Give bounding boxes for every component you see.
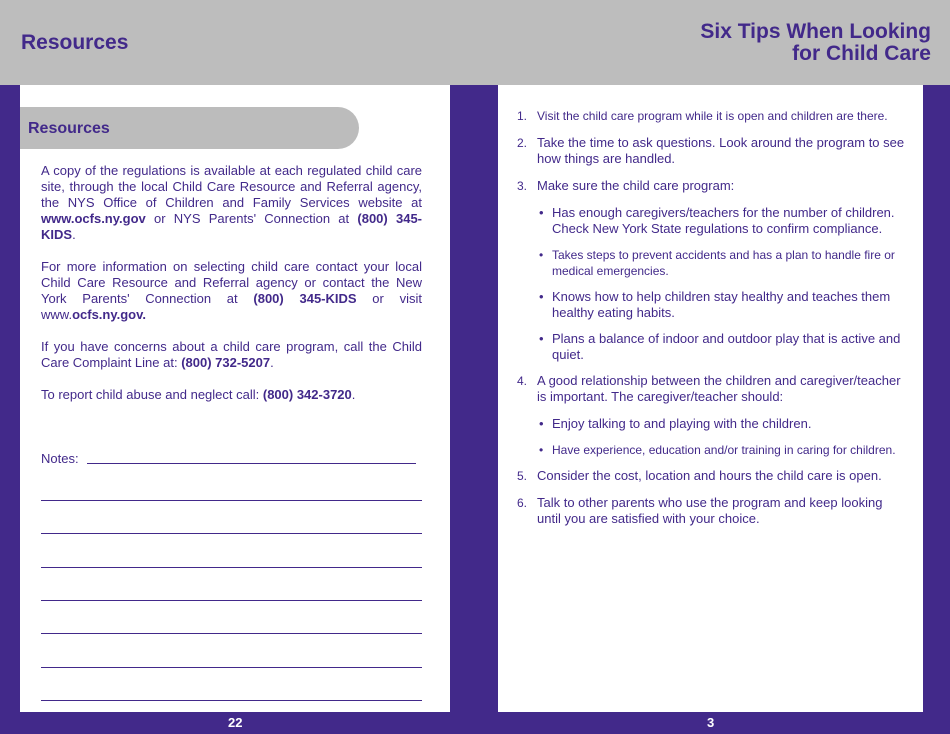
sub-item: • Takes steps to prevent accidents and has a plan to handle fire or medical emergencies. [539, 248, 895, 278]
section-heading-bar [20, 107, 359, 149]
tip-item: 4. A good relationship between the children and caregiver/teacher is important. The caregiver/teacher should: [517, 373, 901, 404]
notes-line [41, 500, 422, 501]
tips-list [517, 108, 907, 538]
page-number-right: 3 [707, 715, 715, 730]
tip-item: 1. Visit the child care program while it is open and children are there. [517, 109, 888, 123]
tip-item: 5. Consider the cost, location and hours the child care is open. [517, 468, 882, 483]
right-title-line: for Child Care [792, 42, 931, 65]
resources-text [41, 163, 422, 419]
sub-item: • Knows how to help children stay healthy and teaches them healthy eating habits. [539, 289, 891, 320]
notes-line [41, 600, 422, 601]
notes-line [41, 567, 422, 568]
sub-item: • Has enough caregivers/teachers for the number of children. Check New York State regulations to confirm compliance. [539, 205, 895, 236]
right-page-title [700, 21, 931, 65]
paragraph: To report child abuse and neglect call: (800) 342-3720. [41, 387, 356, 402]
sub-item: • Enjoy talking to and playing with the children. [539, 416, 812, 431]
notes-line [41, 633, 422, 634]
notes-line [41, 700, 422, 701]
section-heading: Resources [28, 120, 110, 137]
notes-label: Notes: [41, 451, 79, 466]
right-title-line: Six Tips When Looking [700, 20, 931, 43]
tip-item: 2. Take the time to ask questions. Look around the program to see how things are handled. [517, 135, 905, 166]
paragraph: For more information on selecting child care contact your local Child Care Resource and Referral agency or contact the New York Parents' Connection at (800) 345-KIDS or visit www.ocfs.ny.gov. [41, 259, 422, 322]
paragraph: If you have concerns about a child care program, call the Child Care Complaint Line at: (800) 732-5207. [41, 339, 422, 370]
sub-item: • Have experience, education and/or training in caring for children. [539, 443, 896, 457]
paragraph: A copy of the regulations is available at each regulated child care site, through the local Child Care Resource and Referral agency, the NYS Office of Children and Family Services website at www.ocfs.ny.gov or NYS Parents' Connection at (800) 345-KIDS. [41, 163, 422, 242]
notes-line [41, 533, 422, 534]
right-page [498, 85, 923, 712]
sub-item: • Plans a balance of indoor and outdoor play that is active and quiet. [539, 331, 901, 362]
notes-line [87, 463, 416, 464]
tip-item: 6. Talk to other parents who use the program and keep looking until you are satisfied with your choice. [517, 495, 883, 526]
header-band [0, 0, 950, 85]
left-page [20, 85, 450, 712]
left-page-title: Resources [21, 31, 129, 54]
tip-item: 3. Make sure the child care program: [517, 178, 735, 193]
notes-line [41, 667, 422, 668]
page-number-left: 22 [228, 715, 243, 730]
